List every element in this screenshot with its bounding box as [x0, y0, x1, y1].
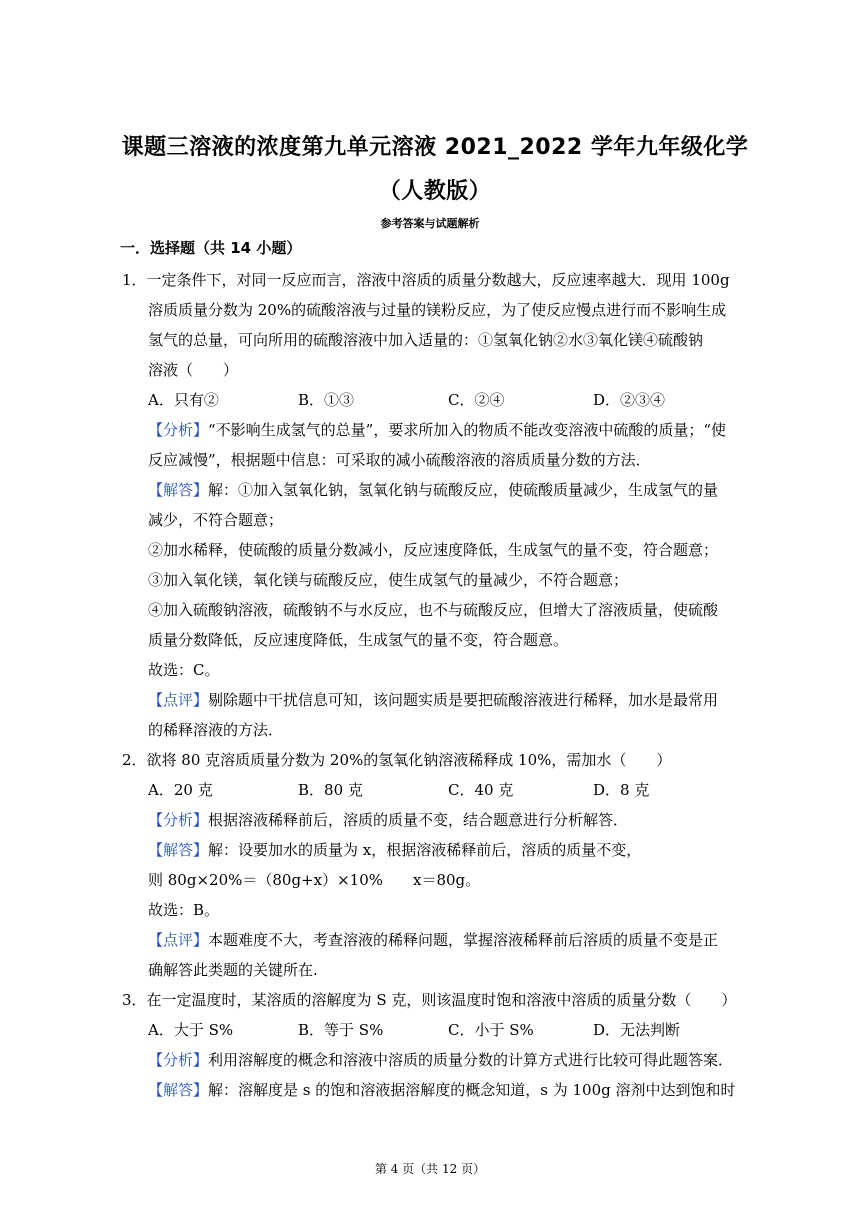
analysis-tag: 【分析】: [148, 421, 209, 439]
comment-text: 剔除题中干扰信息可知，该问题实质是要把硫酸溶液进行稀释，加水是最常用: [208, 691, 719, 709]
answer-text: 解：溶解度是 s 的饱和溶液据溶解度的概念知道，s 为 100g 溶剂中达到饱和时: [208, 1081, 736, 1099]
analysis-tag: 【分析】: [148, 1051, 209, 1069]
answer-text: 解：设要加水的质量为 x，根据溶液稀释前后，溶质的质量不变，: [208, 841, 642, 859]
analysis-tag: 【分析】: [148, 811, 209, 829]
q2-answer: [148, 840, 641, 860]
q1-comment: [148, 690, 718, 710]
q1-option-a: A．只有②: [148, 391, 219, 409]
analysis-text: “不影响生成氢气的总量”，要求所加入的物质不能改变溶液中硫酸的质量；“使: [208, 421, 727, 439]
q1-stem-line: 氢气的总量，可向所用的硫酸溶液中加入适量的：①氢氧化钠②水③氧化镁④硫酸钠: [148, 331, 704, 349]
q2-option-a: A．20 克: [148, 781, 213, 799]
page-subtitle: 参考答案与试题解析: [380, 217, 480, 230]
answer-tag: 【解答】: [148, 481, 209, 499]
q2-answer-line: 则 80g×20%＝（80g+x）×10% x＝80g。: [148, 871, 481, 889]
q2-stem: 2．欲将 80 克溶质质量分数为 20%的氢氧化钠溶液稀释成 10%，需加水（ ）: [122, 751, 672, 769]
q3-option-c: C．小于 S%: [448, 1021, 534, 1039]
q1-answer-line: ②加水稀释，使硫酸的质量分数减小，反应速度降低，生成氢气的量不变，符合题意；: [148, 541, 719, 559]
q1-stem-line: 溶液（ ）: [148, 361, 239, 379]
q3-option-d: D．无法判断: [593, 1021, 681, 1039]
q1-analysis-line: 反应减慢”，根据题中信息：可采取的减小硫酸溶液的溶质质量分数的方法．: [148, 451, 651, 469]
analysis-text: 根据溶液稀释前后，溶质的质量不变，结合题意进行分析解答．: [208, 811, 629, 829]
q2-answer-choice: 故选：B。: [148, 901, 220, 919]
q1-option-c: C．②④: [448, 391, 505, 409]
q2-comment-line: 确解答此类题的关键所在.: [148, 961, 318, 979]
q1-stem-line: 1．一定条件下，对同一反应而言，溶液中溶质的质量分数越大，反应速率越大．现用 100g: [122, 271, 730, 289]
q2-analysis: [148, 810, 628, 830]
q1-comment-line: 的稀释溶液的方法．: [148, 721, 284, 739]
comment-tag: 【点评】: [148, 931, 209, 949]
answer-text: 解：①加入氢氧化钠，氢氧化钠与硫酸反应，使硫酸质量减少，生成氢气的量: [208, 481, 719, 499]
section-heading: 一．选择题（共 14 小题）: [120, 239, 302, 257]
q2-option-c: C．40 克: [448, 781, 514, 799]
q2-option-d: D．8 克: [593, 781, 650, 799]
q2-option-b: B．80 克: [298, 781, 363, 799]
answer-tag: 【解答】: [148, 1081, 209, 1099]
q1-analysis: [148, 420, 726, 440]
page-title: 课题三溶液的浓度第九单元溶液 2021_2022 学年九年级化学（人教版）: [121, 135, 749, 204]
q1-option-d: D．②③④: [593, 391, 666, 409]
q1-answer-choice: 故选：C。: [148, 661, 220, 679]
q3-option-b: B．等于 S%: [298, 1021, 384, 1039]
page-number-footer: 第 4 页（共 12 页）: [374, 1162, 486, 1176]
q1-answer-line: 质量分数降低，反应速度降低，生成氢气的量不变，符合题意。: [148, 631, 569, 649]
comment-tag: 【点评】: [148, 691, 209, 709]
answer-tag: 【解答】: [148, 841, 209, 859]
q1-option-b: B．①③: [298, 391, 355, 409]
q2-comment: [148, 930, 718, 950]
q1-answer-line: 减少，不符合题意；: [148, 511, 284, 529]
q1-answer: [148, 480, 718, 500]
analysis-text: 利用溶解度的概念和溶液中溶质的质量分数的计算方式进行比较可得此题答案．: [208, 1051, 734, 1069]
comment-text: 本题难度不大，考查溶液的稀释问题，掌握溶液稀释前后溶质的质量不变是正: [208, 931, 719, 949]
q3-stem: 3．在一定温度时，某溶质的溶解度为 S 克，则该温度时饱和溶液中溶质的质量分数（ ）: [122, 991, 737, 1009]
q3-option-a: A．大于 S%: [148, 1021, 234, 1039]
q1-answer-line: ③加入氧化镁，氧化镁与硫酸反应，使生成氢气的量减少，不符合题意；: [148, 571, 629, 589]
q1-stem-line: 溶质质量分数为 20%的硫酸溶液与过量的镁粉反应，为了使反应慢点进行而不影响生成: [148, 301, 727, 319]
q3-answer: [148, 1080, 736, 1100]
q3-analysis: [148, 1050, 733, 1070]
q1-answer-line: ④加入硫酸钠溶液，硫酸钠不与水反应，也不与硫酸反应，但增大了溶液质量，使硫酸: [148, 601, 719, 619]
